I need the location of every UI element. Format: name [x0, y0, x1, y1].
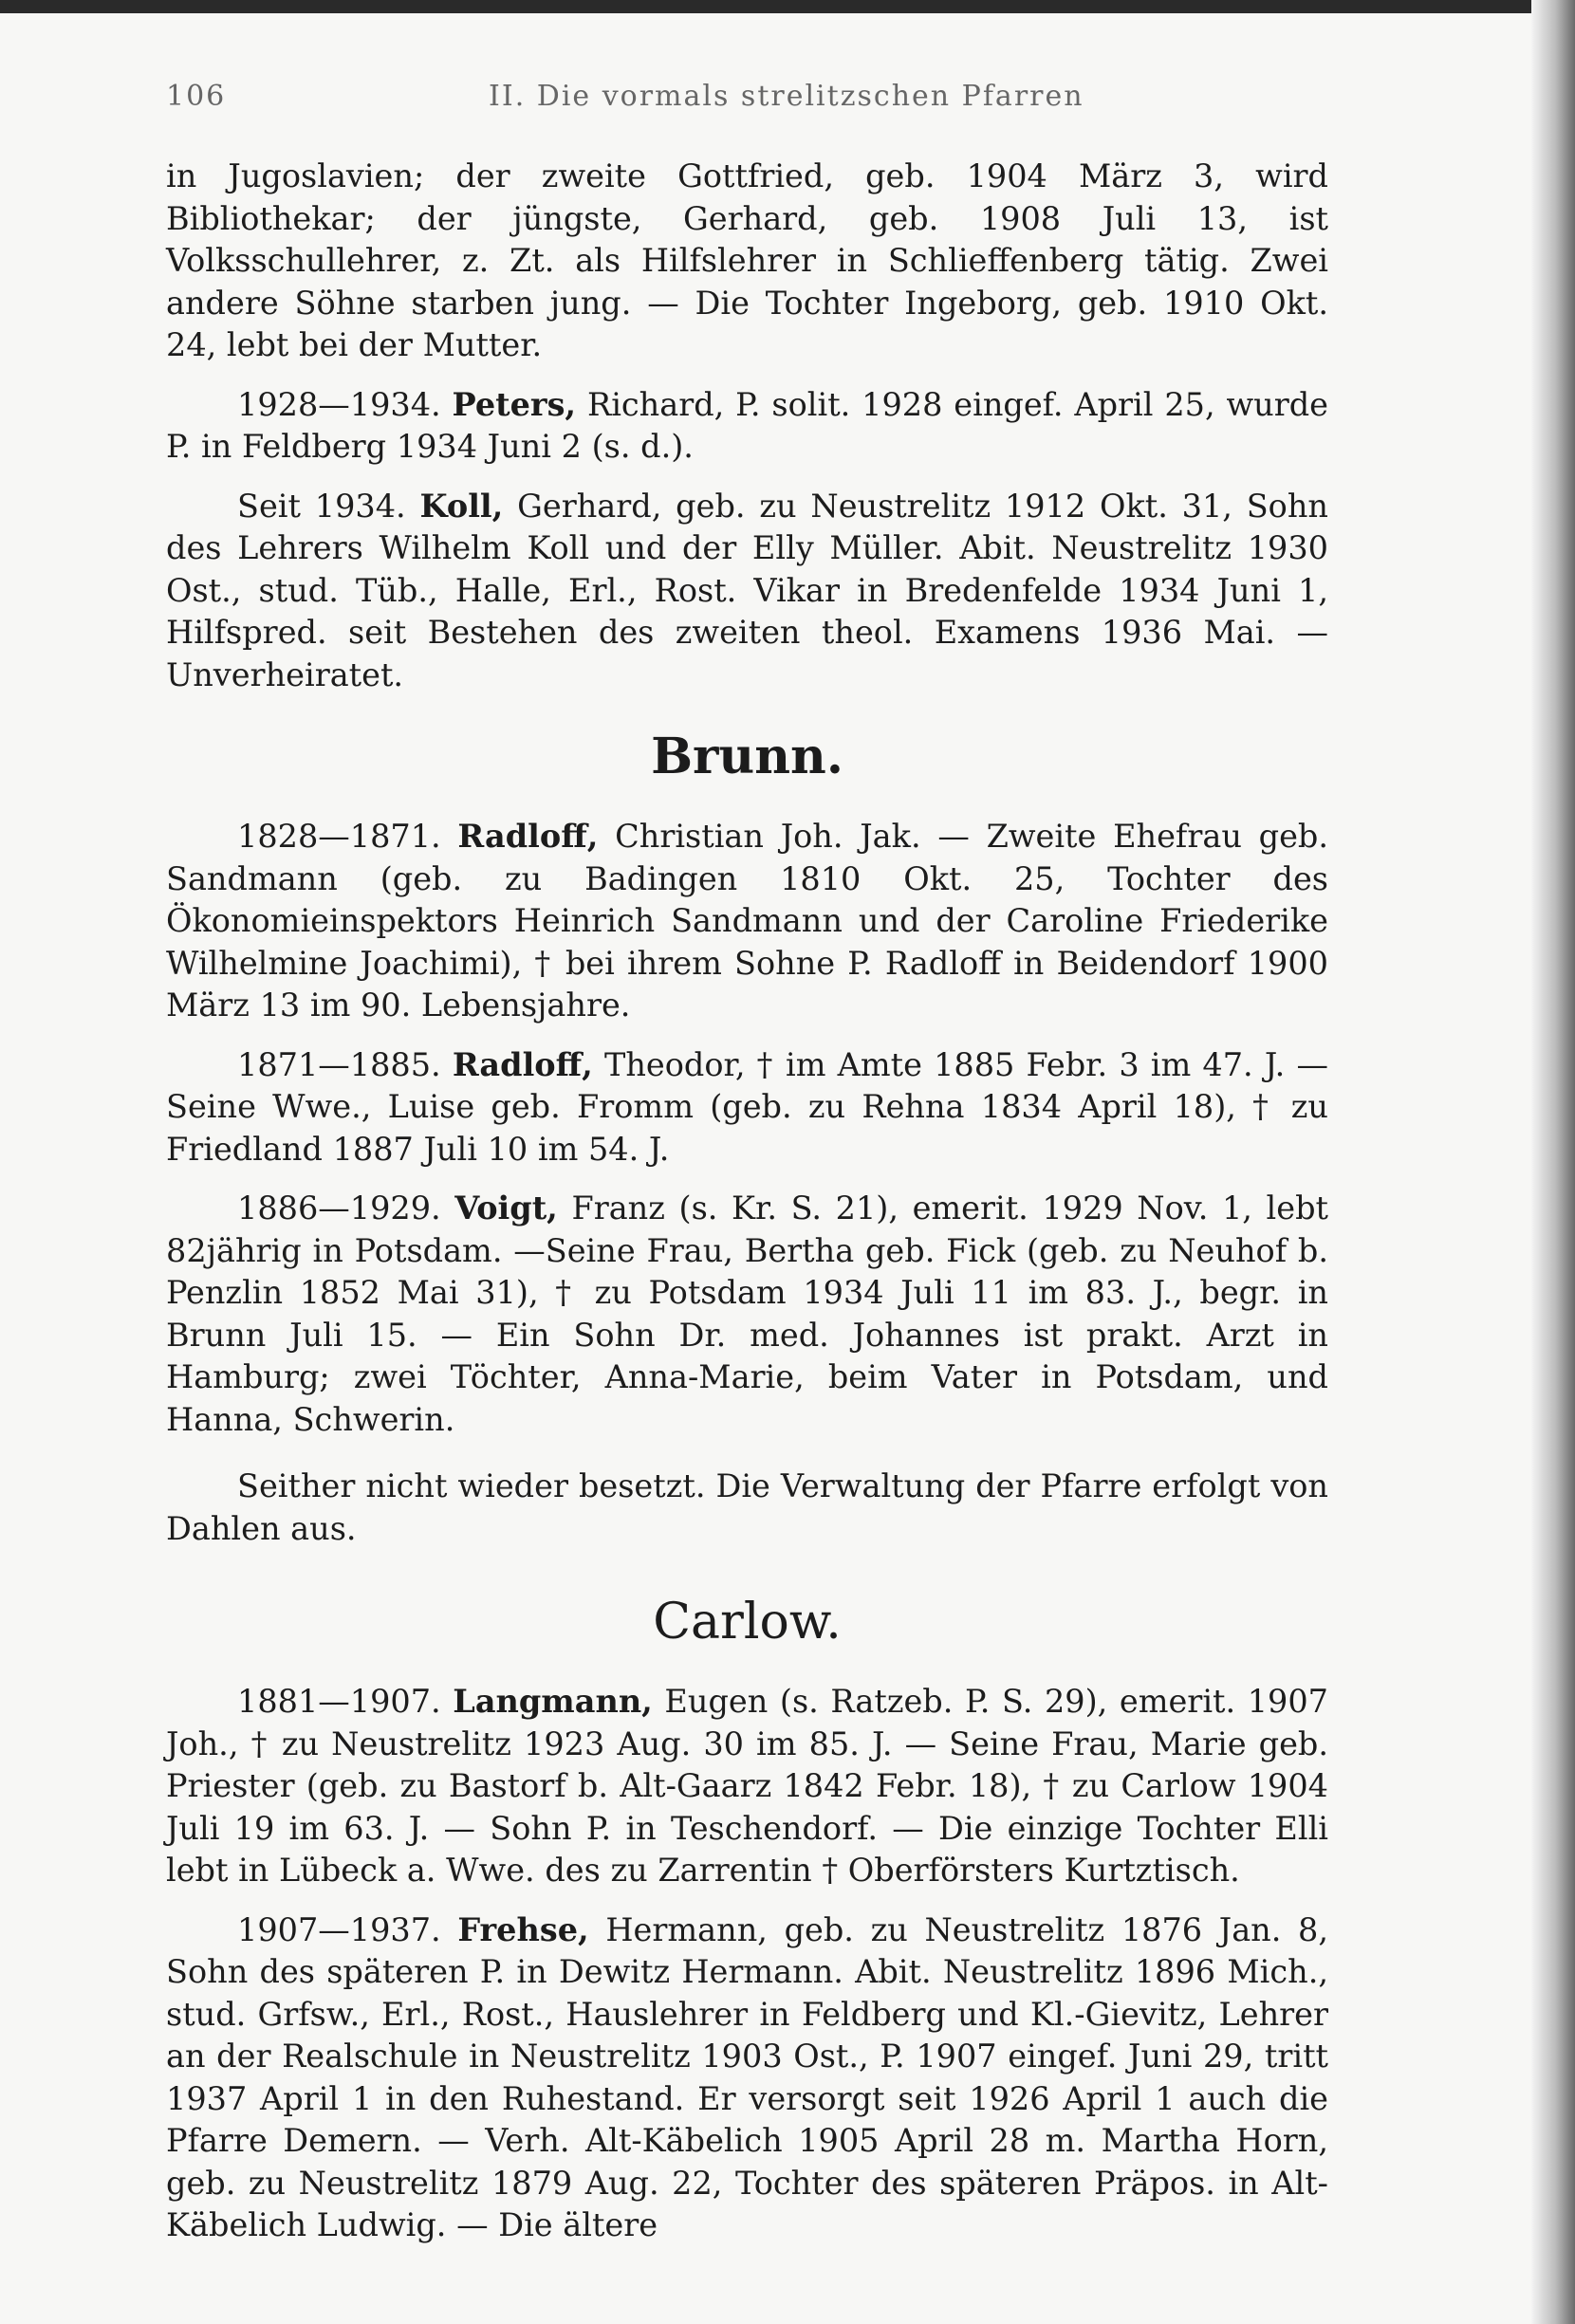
entry-name: Koll,: [419, 487, 504, 525]
running-title: II. Die vormals strelitzschen Pfarren: [489, 80, 1084, 113]
page-body: [166, 156, 1328, 2264]
book-page: [0, 13, 1531, 2324]
entry-radloff-theodor: 1871—1885. Radloff, Theodor, † im Amte 1885 Febr. 3 im 47. J. — Seine Wwe., Luise geb. Fromm (geb. zu Rehna 1834 April 18), † zu Friedland 1887 Juli 10 im 54. J.: [166, 1045, 1328, 1168]
entry-voigt: 1886—1929. Voigt, Franz (s. Kr. S. 21), emerit. 1929 Nov. 1, lebt 82jährig in Potsdam. —Seine Frau, Bertha geb. Fick (geb. zu Neuhof b. Penzlin 1852 Mai 31), † zu Potsdam 1934 Juli 11 im 83. J., begr. in Brunn Juli 15. — Ein Sohn Dr. med. Johannes ist prakt. Arzt in Hamburg; zwei Töchter, Anna-Marie, beim Vater in Potsdam, und Hanna, Schwerin.: [166, 1190, 1328, 1438]
entry-radloff-christian: 1828—1871. Radloff, Christian Joh. Jak. — Zweite Ehefrau geb. Sandmann (geb. zu Badingen 1810 Okt. 25, Tochter des Ökonomieinspektors Heinrich Sandmann und der Caroline Friederike Wilhelmine Joachimi), † bei ihrem Sohne P. Radloff in Beidendorf 1900 März 13 im 90. Lebensjahre.: [166, 818, 1328, 1024]
entry-langmann: 1881—1907. Langmann, Eugen (s. Ratzeb. P. S. 29), emerit. 1907 Joh., † zu Neustrelitz 1923 Aug. 30 im 85. J. — Seine Frau, Marie geb. Priester (geb. zu Bastorf b. Alt-Gaarz 1842 Febr. 18), † zu Carlow 1904 Juli 19 im 63. J. — Sohn P. in Teschendorf. — Die einzige Tochter Elli lebt in Lübeck a. Wwe. des zu Zarrentin † Oberförsters Kurtztisch.: [166, 1683, 1328, 1889]
section-heading-carlow: Carlow.: [653, 1594, 842, 1651]
entry-name: Voigt,: [454, 1190, 558, 1227]
entry-peters: 1928—1934. Peters, Richard, P. solit. 1928 eingef. April 25, wurde P. in Feldberg 1934 Juni 2 (s. d.).: [166, 385, 1328, 465]
scan-top-edge: [0, 0, 1575, 13]
entry-name: Peters,: [452, 385, 577, 423]
entry-name: Frehse,: [457, 1910, 589, 1948]
entry-frehse: 1907—1937. Frehse, Hermann, geb. zu Neustrelitz 1876 Jan. 8, Sohn des späteren P. in Dewitz Hermann. Abit. Neustrelitz 1896 Mich., stud. Grfsw., Erl., Rost., Hauslehrer in Feldberg und Kl.-Gievitz, Lehrer an der Realschule in Neustrelitz 1903 Ost., P. 1907 eingef. Juni 29, tritt 1937 April 1 in den Ruhestand. Er versorgt seit 1926 April 1 auch die Pfarre Demern. — Verh. Alt-Käbelich 1905 April 28 m. Martha Horn, geb. zu Neustrelitz 1879 Aug. 22, Tochter des späteren Präpos. in Alt-Käbelich Ludwig. — Die ältere: [166, 1910, 1328, 2243]
entry-name: Radloff,: [457, 818, 599, 855]
entry-name: Radloff,: [452, 1045, 593, 1083]
brunn-note: Seither nicht wieder besetzt. Die Verwaltung der Pfarre erfolgt von Dahlen aus.: [166, 1467, 1328, 1547]
page-number: 106: [166, 80, 227, 113]
paragraph-continued: in Jugoslavien; der zweite Gottfried, geb. 1904 März 3, wird Bibliothekar; der jüngste, Gerhard, geb. 1908 Juli 13, ist Volksschullehrer, z. Zt. als Hilfslehrer in Schlieffenberg tätig. Zwei andere Söhne starben jung. — Die Tochter Ingeborg, geb. 1910 Okt. 24, lebt bei der Mutter.: [166, 157, 1328, 363]
entry-koll: Seit 1934. Koll, Gerhard, geb. zu Neustrelitz 1912 Okt. 31, Sohn des Lehrers Wilhelm Koll und der Elly Müller. Abit. Neustrelitz 1930 Ost., stud. Tüb., Halle, Erl., Rost. Vikar in Bredenfelde 1934 Juni 1, Hilfspred. seit Bestehen des zweiten theol. Examens 1936 Mai. — Unverheiratet.: [166, 487, 1329, 693]
scan-book-gutter: [1531, 0, 1575, 2324]
entry-name: Langmann,: [453, 1683, 653, 1720]
section-heading-brunn: Brunn.: [651, 728, 843, 785]
